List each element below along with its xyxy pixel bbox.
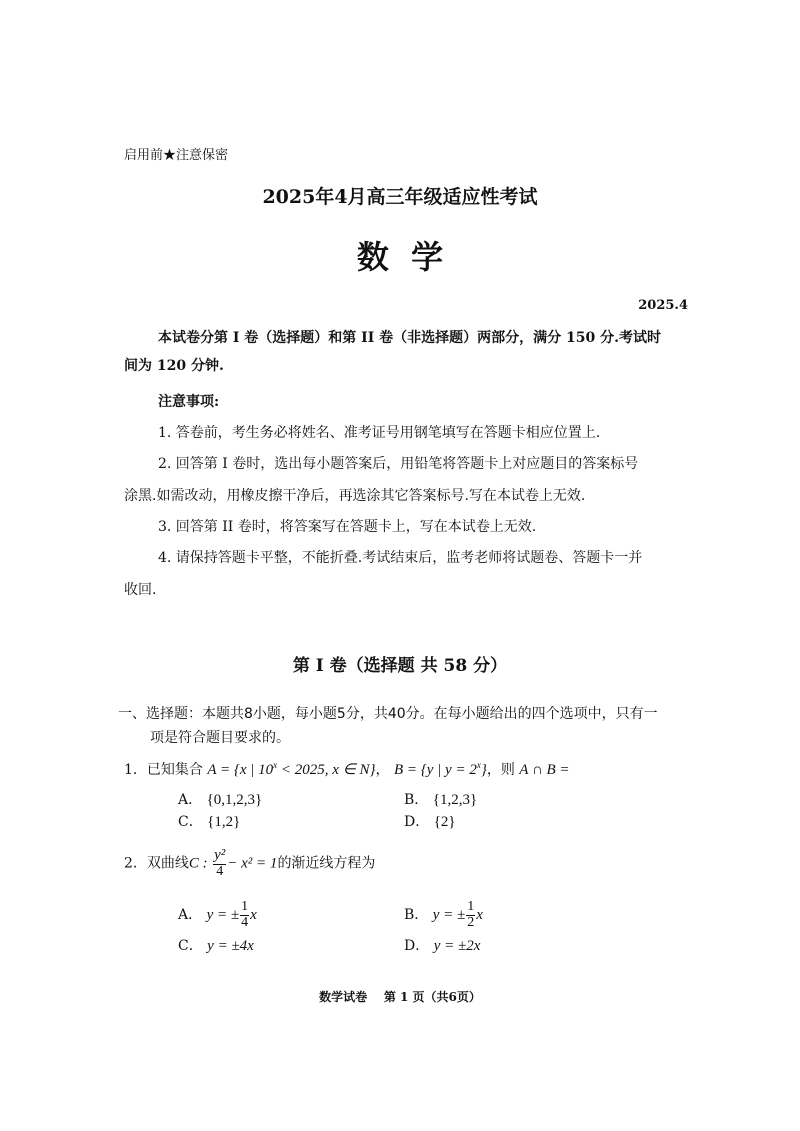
option-c: C． y = ±4x [178, 938, 254, 954]
option-a: A． {0,1,2,3} [178, 792, 263, 808]
question-ask: A ∩ B = [519, 762, 570, 778]
set-b: B = {y | $y = 2^x$} [393, 760, 487, 778]
intro-line-1: 本试卷分第 I 卷（选择题）和第 II 卷（非选择题）两部分，满分 150 分.考试时 [158, 330, 661, 346]
question-1-stem: 1．已知集合 A = {x | $10^x < 2025$, x ∈ N}， B = {y | $y = 2^x$}，则 A ∩ B = [124, 760, 570, 778]
page-footer: 数学试卷 第 1 页（共6页） [319, 990, 481, 1004]
set-a: A = {x | $10^x < 2025$, x ∈ N} [207, 760, 376, 778]
option-d: D． {2} [404, 814, 456, 830]
intro-line-2: 间为 120 分钟. [124, 358, 224, 374]
section-instructions-2: 项是符合题目要求的。 [150, 730, 290, 746]
notes-heading: 注意事项: [158, 394, 220, 410]
section-instructions-1: 一、选择题：本题共8小题，每小题5分，共40分。在每小题给出的四个选项中，只有一 [118, 706, 658, 722]
confidential-label: 启用前★注意保密 [124, 148, 229, 163]
option-b: B． y = ± $\frac{1}{2}$ x [404, 899, 483, 930]
option-c: C． {1,2} [178, 814, 241, 830]
part1-heading: 第 I 卷（选择题 共 58 分） [292, 656, 508, 676]
note-item: 2. 回答第 I 卷时，选出每小题答案后，用铅笔将答题卡上对应题目的答案标号 [158, 456, 639, 472]
exam-title: 2025年4月高三年级适应性考试 [262, 186, 538, 208]
option-d: D． y = ±2x [404, 938, 481, 954]
option-b: B． {1,2,3} [404, 792, 478, 808]
note-item: 涂黑.如需改动，用橡皮擦干净后，再选涂其它答案标号.写在本试卷上无效. [124, 488, 586, 504]
question-number: 1． [124, 762, 147, 778]
question-2-stem: 2．双曲线C : $\frac{\text{y²}}{4}$ − x² = 1的渐近线方程为 [124, 847, 376, 879]
note-item: 4. 请保持答题卡平整，不能折叠.考试结束后，监考老师将试题卷、答题卡一并 [158, 550, 643, 566]
exam-date: 2025.4 [638, 298, 688, 313]
option-a: A． y = ± $\frac{1}{4}$ x [178, 899, 257, 930]
stem-text: 已知集合 [146, 762, 203, 778]
fraction: $\frac{\text{y²}}{4}$ [214, 847, 226, 879]
note-item: 1. 答卷前，考生务必将姓名、准考证号用钢笔填写在答题卡相应位置上. [158, 425, 601, 441]
note-item: 3. 回答第 II 卷时，将答案写在答题卡上，写在本试卷上无效. [158, 519, 537, 535]
subject-title: 数 学 [356, 238, 444, 276]
note-item: 收回. [124, 582, 157, 598]
